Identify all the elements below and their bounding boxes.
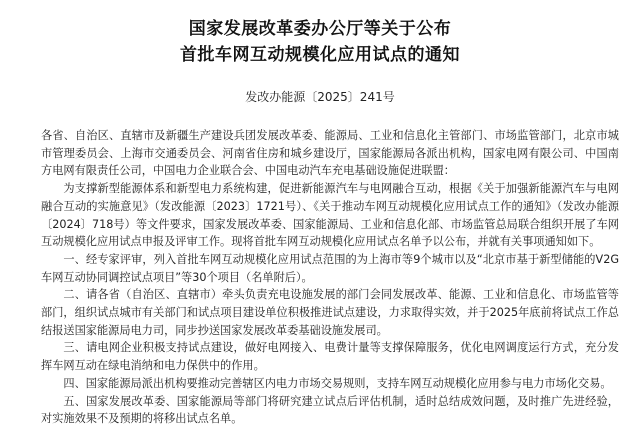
document-title-line1: 国家发展改革委办公厅等关于公布 xyxy=(188,19,452,39)
document-body xyxy=(41,127,619,428)
document-title-line2: 首批车网互动规模化应用试点的通知 xyxy=(180,45,460,65)
item-paragraph-1: 一、经专家评审，列入首批车网互动规模化应用试点范围的为上海市等9个城市以及“北京市基于新型储能的V2G车网互动协同调控试点项目”等30个项目（名单附后）。 xyxy=(41,252,619,284)
intro-paragraph: 为支撑新型能源体系和新型电力系统构建，促进新能源汽车与电网融合互动，根据《关于加强新能源汽车与电网融合互动的实施意见》（发改能源〔2023〕1721号）、《关于推动车网互动规模化应用试点工作的通知》（发改办能源〔2024〕718号）等文件要求，国家发展改革委、国家能源局、工业和信息化部、市场监管总局联合组织开展了车网互动规模化应用试点申报及评审工作。现将首批车网互动规模化应用试点名单予以公布，并就有关事项通知如下。 xyxy=(41,182,619,249)
item-paragraph-5: 五、国家发展改革委、国家能源局等部门将研究建立试点后评估机制，适时总结成效问题，及时推广先进经验，对实施效果不及预期的将移出试点名单。 xyxy=(41,394,619,426)
document-number: 发改办能源〔2025〕241号 xyxy=(245,90,395,104)
item-paragraph-2: 二、请各省（自治区、直辖市）牵头负责充电设施发展的部门会同发展改革、能源、工业和信息化、市场监管等部门，组织试点城市有关部门和试点项目建设单位积极推进试点建设，力求取得实效，并于2025年底前将试点工作总结报送国家能源局电力司，同步抄送国家发展改革委基础设施发展司。 xyxy=(41,288,619,337)
recipients-paragraph: 各省、自治区、直辖市及新疆生产建设兵团发展改革委、能源局、工业和信息化主管部门、市场监管部门，北京市城市管理委员会、上海市交通委员会、河南省住房和城乡建设厅，国家能源局各派出机构，国家电网有限公司、中国南方电网有限责任公司，中国电力企业联合会、中国电动汽车充电基础设施促进联盟： xyxy=(41,129,619,178)
item-paragraph-4: 四、国家能源局派出机构要推动完善辖区内电力市场交易规则，支持车网互动规模化应用参与电力市场化交易。 xyxy=(63,376,612,390)
item-paragraph-3: 三、请电网企业积极支持试点建设，做好电网接入、电费计量等支撑保障服务，优化电网调度运行方式，充分发挥车网互动在绿电消纳和电力保供中的作用。 xyxy=(41,341,619,373)
